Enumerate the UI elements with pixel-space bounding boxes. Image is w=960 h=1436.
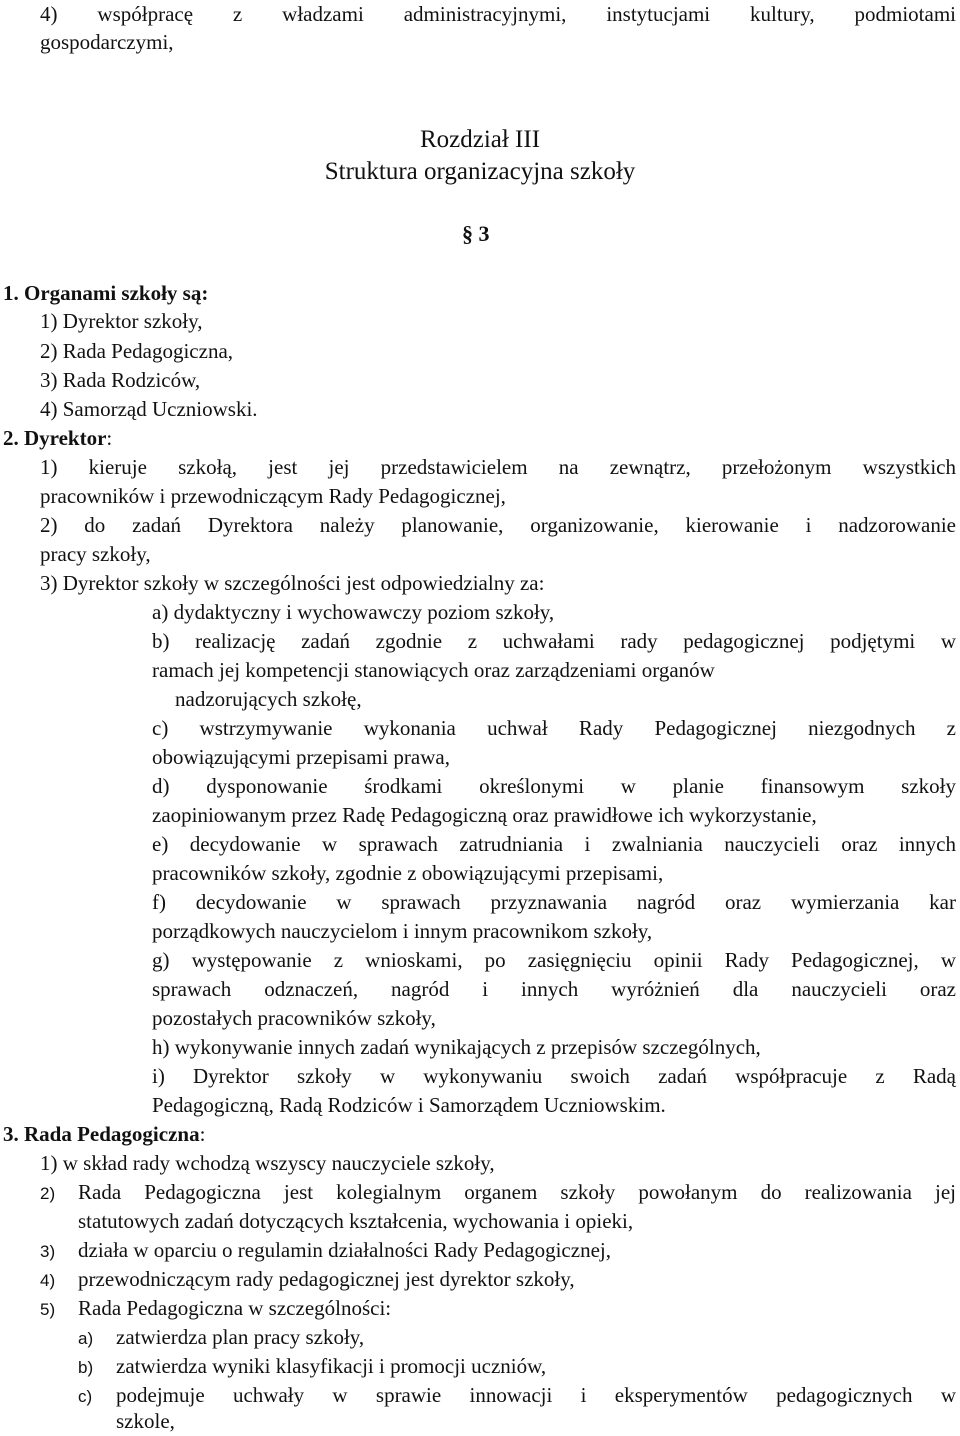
text-line: 1) kieruje szkołą, jest jej przedstawicielem na zewnątrz, przełożonym wszystkich — [40, 455, 956, 479]
sub-item: Pedagogiczną, Radą Rodziców i Samorządem Uczniowskim. — [152, 1093, 666, 1117]
list-item: 4) Samorząd Uczniowski. — [40, 397, 258, 421]
list-item — [40, 1236, 611, 1264]
sub-text: szkole, — [116, 1409, 175, 1433]
list-text: przewodniczącym rady pedagogicznej jest dyrektor szkoły, — [78, 1267, 575, 1291]
list-item: 3) Rada Rodziców, — [40, 368, 201, 392]
sub-marker: b) — [78, 1358, 94, 1377]
sub-text: zatwierdza wyniki klasyfikacji i promocji uczniów, — [116, 1354, 547, 1378]
point-3-colon: : — [199, 1122, 206, 1146]
text-line: gospodarczymi, — [40, 30, 174, 54]
sub-text: podejmuje uchwały w sprawie innowacji i eksperymentów pedagogicznych w — [116, 1383, 956, 1407]
sub-item: e) decydowanie w sprawach zatrudniania i zwalniania nauczycieli oraz innych — [152, 832, 956, 856]
point-1-heading: 1. Organami szkoły są: — [3, 281, 209, 305]
point-2-heading — [3, 424, 112, 452]
sub-item: pracowników szkoły, zgodnie z obowiązującymi przepisami, — [152, 861, 664, 885]
point-2-label: Dyrektor — [24, 426, 107, 450]
sub-item: d) dysponowanie środkami określonymi w planie finansowym szkoły — [152, 774, 956, 798]
list-text: Rada Pedagogiczna jest kolegialnym organem szkoły powołanym do realizowania jej — [78, 1180, 956, 1204]
sub-item: ramach jej kompetencji stanowiących oraz zarządzeniami organów — [152, 658, 715, 682]
list-marker: 3) — [40, 1242, 56, 1261]
sub-item: pozostałych pracowników szkoły, — [152, 1006, 436, 1030]
sub-item — [78, 1323, 365, 1351]
point-3-heading — [3, 1120, 205, 1148]
sub-item: f) decydowanie w sprawach przyznawania nagród oraz wymierzania kar — [152, 890, 956, 914]
point-2-number: 2. — [3, 426, 19, 450]
text-line: pracy szkoły, — [40, 542, 151, 566]
chapter-subtitle: Struktura organizacyjna szkoły — [324, 158, 636, 185]
sub-item: a) dydaktyczny i wychowawczy poziom szkoły, — [152, 600, 555, 624]
point-3-number: 3. — [3, 1122, 19, 1146]
sub-item — [78, 1381, 956, 1409]
text-line: 3) Dyrektor szkoły w szczególności jest odpowiedzialny za: — [40, 571, 545, 595]
point-3-label: Rada Pedagogiczna — [24, 1122, 200, 1146]
sub-marker: c) — [78, 1387, 93, 1406]
list-text: Rada Pedagogiczna w szczególności: — [78, 1296, 392, 1320]
list-text: działa w oparciu o regulamin działalności Rady Pedagogicznej, — [78, 1238, 611, 1262]
list-marker: 4) — [40, 1271, 56, 1290]
sub-item — [78, 1352, 547, 1380]
text-line: 4) współpracę z władzami administracyjnymi, instytucjami kultury, podmiotami — [40, 2, 956, 26]
text-line: pracowników i przewodniczącym Rady Pedagogicznej, — [40, 484, 506, 508]
sub-item: b) realizację zadań zgodnie z uchwałami rady pedagogicznej podjętymi w — [152, 629, 956, 653]
point-2-colon: : — [106, 426, 113, 450]
sub-marker: a) — [78, 1329, 94, 1348]
sub-item: i) Dyrektor szkoły w wykonywaniu swoich zadań współpracuje z Radą — [152, 1064, 956, 1088]
list-item — [40, 1265, 575, 1293]
list-marker: 5) — [40, 1300, 56, 1319]
section-number: § 3 — [462, 221, 490, 246]
list-item: 1) Dyrektor szkoły, — [40, 309, 203, 333]
sub-text: zatwierdza plan pracy szkoły, — [116, 1325, 365, 1349]
sub-item: sprawach odznaczeń, nagród i innych wyróżnień dla nauczycieli oraz — [152, 977, 956, 1001]
list-item: 2) Rada Pedagogiczna, — [40, 339, 234, 363]
sub-item: porządkowych nauczycielom i innym pracownikom szkoły, — [152, 919, 653, 943]
list-item — [40, 1294, 392, 1322]
sub-item: h) wykonywanie innych zadań wynikających z przepisów szczególnych, — [152, 1035, 761, 1059]
sub-item: nadzorujących szkołę, — [175, 687, 362, 711]
list-marker: 2) — [40, 1184, 56, 1203]
text-line: 2) do zadań Dyrektora należy planowanie, organizowanie, kierowanie i nadzorowanie — [40, 513, 956, 537]
list-text: statutowych zadań dotyczących kształcenia, wychowania i opieki, — [78, 1209, 634, 1233]
sub-item: zaopiniowanym przez Radę Pedagogiczną oraz prawidłowe ich wykorzystanie, — [152, 803, 817, 827]
sub-item: g) występowanie z wnioskami, po zasięgnięciu opinii Rady Pedagogicznej, w — [152, 948, 956, 972]
list-item: 1) w skład rady wchodzą wszyscy nauczyciele szkoły, — [40, 1151, 495, 1175]
list-item — [40, 1178, 956, 1206]
sub-item: c) wstrzymywanie wykonania uchwał Rady Pedagogicznej niezgodnych z — [152, 716, 956, 740]
chapter-title: Rozdział III — [419, 126, 541, 153]
sub-item: obowiązującymi przepisami prawa, — [152, 745, 450, 769]
